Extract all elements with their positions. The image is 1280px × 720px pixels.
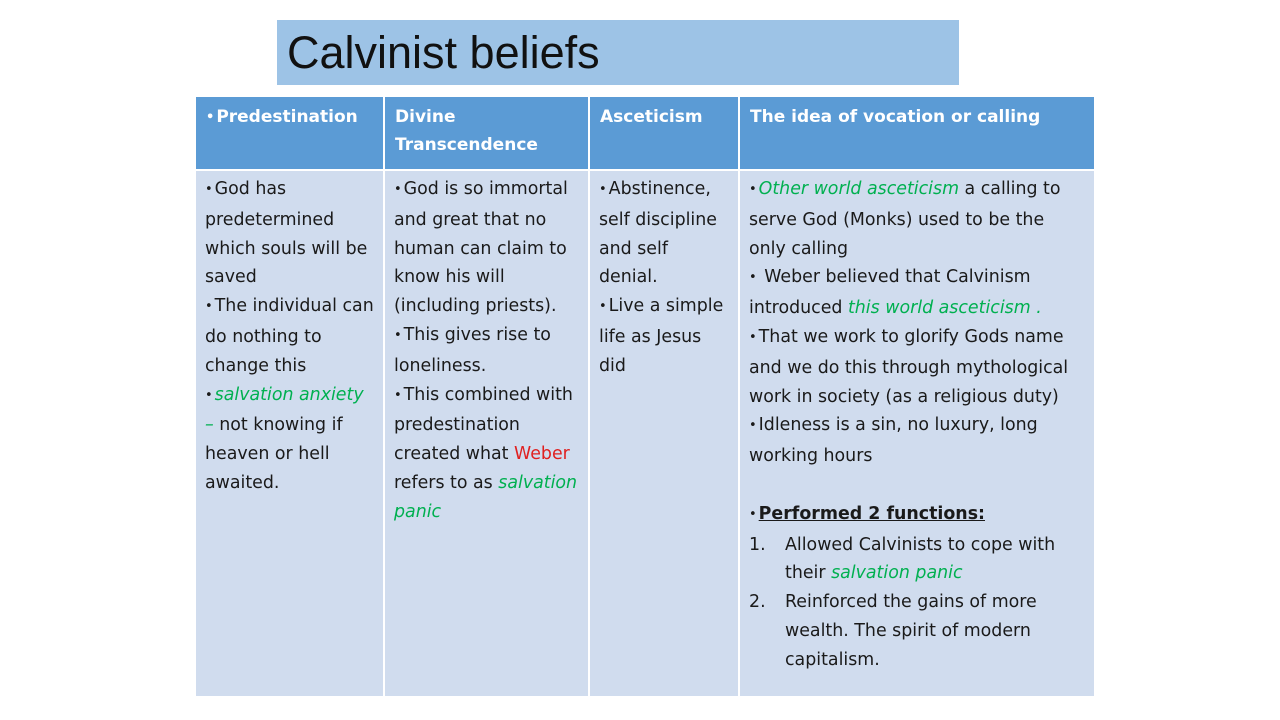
bullet-text <box>749 175 1086 263</box>
header-asceticism-label: Asceticism <box>600 107 703 127</box>
highlight-term: Other world asceticism <box>758 179 960 199</box>
bullet-text: • Idleness is a sin, no luxury, long working hours <box>749 411 1086 471</box>
highlight-name: Weber <box>514 444 570 465</box>
highlight-term: salvation panic <box>394 472 578 522</box>
bullet-text: • That we work to glorify Gods name and we do this through mythological work in society (as a religious duty) <box>749 323 1086 411</box>
beliefs-table <box>194 95 1096 698</box>
header-predestination <box>195 96 384 170</box>
list-number: 1. <box>749 534 766 555</box>
bullet-text: • The individual can do nothing to change this <box>205 292 375 380</box>
cell-vocation <box>739 170 1095 697</box>
bullet-text <box>205 381 375 498</box>
bullet-continuation: not knowing if heaven or hell awaited. <box>205 415 343 493</box>
bullet-text <box>749 263 1086 323</box>
list-text: Reinforced the gains of more wealth. The spirit of modern capitalism. <box>785 592 1037 670</box>
list-number: 2. <box>749 592 766 613</box>
highlight-term: salvation anxiety – <box>205 384 364 436</box>
header-asceticism <box>589 96 739 170</box>
functions-list <box>749 531 1086 675</box>
bullet-text: • This gives rise to loneliness. <box>394 321 580 381</box>
bullet-text <box>749 500 1086 531</box>
bullet-part: refers to as <box>394 472 499 493</box>
cell-asceticism <box>589 170 739 697</box>
header-divine-transcendence <box>384 96 589 170</box>
bullet-text: • God is so immortal and great that no human can claim to know his will (including priests). <box>394 175 580 321</box>
highlight-term: this world asceticism . <box>847 298 1042 319</box>
list-part: Allowed Calvinists to cope with their <box>785 534 1056 584</box>
list-item <box>749 588 1086 674</box>
header-vocation <box>739 96 1095 170</box>
content-row <box>195 170 1095 697</box>
bullet-continuation: a calling to serve God (Monks) used to be the only calling <box>749 179 1061 259</box>
functions-heading: Performed 2 functions: <box>758 503 985 524</box>
header-divine-transcendence-label: Divine Transcendence <box>395 107 538 155</box>
list-item <box>749 531 1086 589</box>
bullet-part: This combined with predestination created what <box>394 384 573 465</box>
cell-predestination <box>195 170 384 697</box>
spacer <box>749 471 1086 500</box>
bullet-text: • Live a simple life as Jesus did <box>599 292 730 380</box>
title-banner <box>277 20 959 85</box>
bullet-text <box>394 381 580 527</box>
bullet-text: • God has predetermined which souls will be saved <box>205 175 375 292</box>
bullet-text: • Abstinence, self discipline and self denial. <box>599 175 730 292</box>
highlight-term: salvation panic <box>831 563 963 584</box>
cell-divine-transcendence <box>384 170 589 697</box>
header-predestination-label: • Predestination <box>206 103 373 133</box>
header-row <box>195 96 1095 170</box>
header-vocation-label: The idea of vocation or calling <box>750 107 1041 127</box>
slide-title: Calvinist beliefs <box>287 27 600 78</box>
list-text <box>785 531 1086 589</box>
bullet-part: Weber believed that Calvinism introduced <box>749 267 1031 319</box>
